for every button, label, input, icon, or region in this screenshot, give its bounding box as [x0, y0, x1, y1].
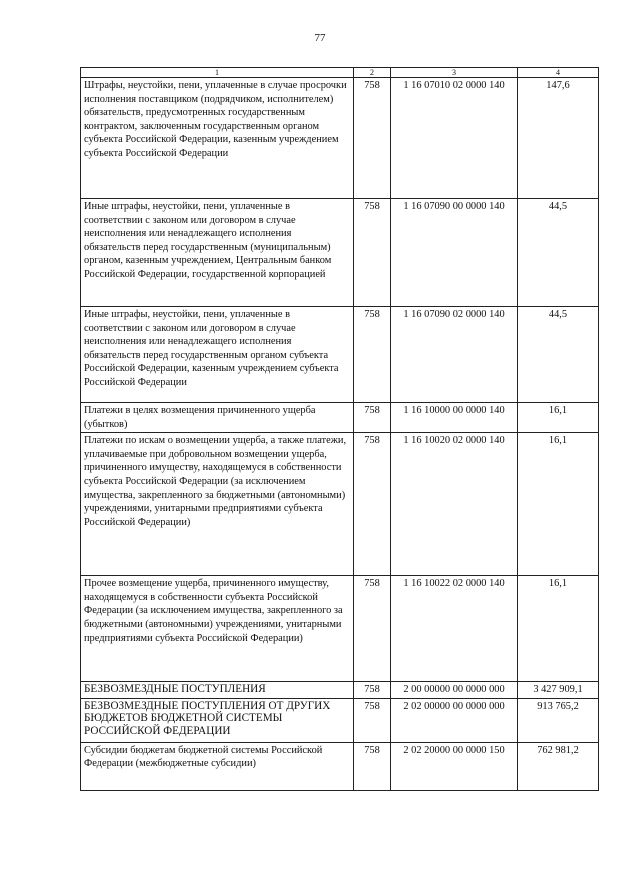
row-admin-code: 758 [354, 403, 391, 433]
row-budget-code: 1 16 10000 00 0000 140 [391, 403, 518, 433]
table-row [81, 682, 599, 699]
row-amount: 147,6 [518, 78, 599, 199]
table-row [81, 307, 599, 403]
row-amount: 44,5 [518, 199, 599, 307]
header-col-4: 4 [518, 68, 599, 78]
row-name: Платежи по искам о возмещении ущерба, а также платежи, уплачиваемые при добровольном возмещении ущерба, причиненного имуществу, находящемуся в собственности субъекта Российской Федерации (за исключением имущества, закрепленного за бюджетными (автономными) учреждениями, унитарными предприятиями субъекта Российской Федерации) [81, 433, 354, 576]
row-admin-code: 758 [354, 698, 391, 742]
row-name: Иные штрафы, неустойки, пени, уплаченные в соответствии с законом или договором в случае неисполнения или ненадлежащего исполнения обязательств перед государственным (муниципальным) органом, казенным учреждением, Центральным банком Российской Федерации, государственной корпорацией [81, 199, 354, 307]
row-admin-code: 758 [354, 307, 391, 403]
row-admin-code: 758 [354, 433, 391, 576]
row-name: Прочее возмещение ущерба, причиненного имуществу, находящемуся в собственности субъекта Российской Федерации (за исключением имущества, закрепленного за бюджетными (автономными) учреждениями, унитарными предприятиями субъекта Российской Федерации) [81, 576, 354, 682]
table-row [81, 698, 599, 742]
row-name: БЕЗВОЗМЕЗДНЫЕ ПОСТУПЛЕНИЯ ОТ ДРУГИХ БЮДЖЕТОВ БЮДЖЕТНОЙ СИСТЕМЫ РОССИЙСКОЙ ФЕДЕРАЦИИ [81, 698, 354, 742]
table-row [81, 199, 599, 307]
budget-table [80, 67, 599, 791]
row-name: Иные штрафы, неустойки, пени, уплаченные в соответствии с законом или договором в случае неисполнения или ненадлежащего исполнения обязательств перед государственным органом субъекта Российской Федерации, казенным учреждением субъекта Российской Федерации [81, 307, 354, 403]
row-amount: 16,1 [518, 433, 599, 576]
row-amount: 16,1 [518, 576, 599, 682]
row-admin-code: 758 [354, 742, 391, 790]
row-amount: 762 981,2 [518, 742, 599, 790]
table-row [81, 433, 599, 576]
row-amount: 44,5 [518, 307, 599, 403]
row-admin-code: 758 [354, 576, 391, 682]
row-name: Субсидии бюджетам бюджетной системы Российской Федерации (межбюджетные субсидии) [81, 742, 354, 790]
row-admin-code: 758 [354, 682, 391, 699]
row-name: БЕЗВОЗМЕЗДНЫЕ ПОСТУПЛЕНИЯ [81, 682, 354, 699]
row-amount: 3 427 909,1 [518, 682, 599, 699]
row-name: Платежи в целях возмещения причиненного ущерба (убытков) [81, 403, 354, 433]
row-admin-code: 758 [354, 199, 391, 307]
row-budget-code: 2 00 00000 00 0000 000 [391, 682, 518, 699]
table-row [81, 576, 599, 682]
page-number: 77 [314, 32, 326, 44]
row-amount: 16,1 [518, 403, 599, 433]
row-name: Штрафы, неустойки, пени, уплаченные в случае просрочки исполнения поставщиком (подрядчиком, исполнителем) обязательств, предусмотренных государственным контрактом, заключенным государственным органом субъекта Российской Федерации, казенным учреждением субъекта Российской Федерации [81, 78, 354, 199]
table-row [81, 78, 599, 199]
row-admin-code: 758 [354, 78, 391, 199]
header-col-2: 2 [354, 68, 391, 78]
row-amount: 913 765,2 [518, 698, 599, 742]
row-budget-code: 1 16 07090 00 0000 140 [391, 199, 518, 307]
table-header-row [81, 68, 599, 78]
row-budget-code: 1 16 07090 02 0000 140 [391, 307, 518, 403]
table-row [81, 742, 599, 790]
table-row [81, 403, 599, 433]
row-budget-code: 1 16 10020 02 0000 140 [391, 433, 518, 576]
row-budget-code: 2 02 00000 00 0000 000 [391, 698, 518, 742]
header-col-1: 1 [81, 68, 354, 78]
header-col-3: 3 [391, 68, 518, 78]
row-budget-code: 1 16 07010 02 0000 140 [391, 78, 518, 199]
row-budget-code: 2 02 20000 00 0000 150 [391, 742, 518, 790]
row-budget-code: 1 16 10022 02 0000 140 [391, 576, 518, 682]
